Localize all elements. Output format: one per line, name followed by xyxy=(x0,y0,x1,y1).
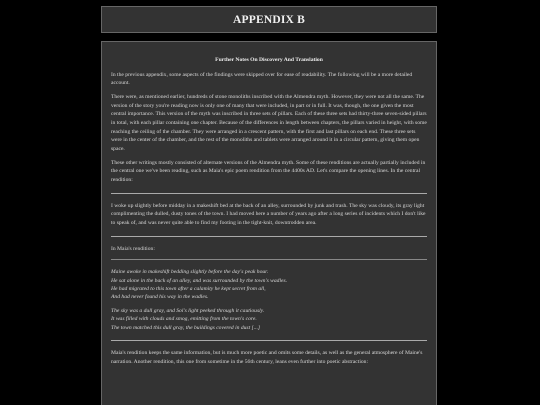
divider xyxy=(111,236,427,237)
poem-stanza-2 xyxy=(111,307,427,332)
closing-paragraph: Maia's rendition keeps the same information, but is much more poetic and omits some details, as well as the general atmosphere of Maine's narration. Another rendition, this one from sometime in the 56th century, leans even further into poetic abstraction: xyxy=(111,349,423,365)
poem-line: He had migrated to this town after a calamity he kept secret from all, xyxy=(111,285,266,292)
divider xyxy=(111,340,427,341)
appendix-header xyxy=(101,6,437,33)
poem-line: The sky was a dull gray, and Sol's light peeked through it cautiously. xyxy=(111,307,265,314)
poem-line: The town matched this dull gray, the buildings covered in dust [...] xyxy=(111,324,261,331)
monoliths-paragraph: There were, as mentioned earlier, hundreds of stone monoliths inscribed with the Almendra myth. However, they were not all the same. The version of the story you're reading now is only one of many that were included, in part or in full. It was, though, the one given the most central importance. This version of the myth was inscribed in three sets of pillars. Each of these three sets had thirty-three seven-sided pillars in total, with each pillar containing one chapter. Because of the differences in length between chapters, the pillars varied in height, with some reaching the ceiling of the chamber. They were arranged in a crescent pattern, with the first and last pillars on each end. These three sets were in the center of the chamber, and the rest of the monoliths and tablets were arranged around it in a circular pattern, giving them open space. xyxy=(111,93,427,152)
renditions-paragraph: These other writings mostly consisted of alternate versions of the Almendra myth. Some of these renditions are actually partially included in the central one we've been reading, such as Maia's epic poem rendition from the 4400s AD. Let's compare the opening lines. In the central rendition: xyxy=(111,159,426,183)
intro-paragraph: In the previous appendix, some aspects of the findings were skipped over for ease of readability. The following will be a more detailed account. xyxy=(111,71,413,87)
maia-intro: In Maia's rendition: xyxy=(111,245,155,252)
poem-line: He sat alone in the back of an alley, and was surrounded by the town's wadles. xyxy=(111,277,288,284)
poem-stanza-1 xyxy=(111,268,427,302)
content-panel xyxy=(101,41,437,405)
poem-line: And had never found his way in the wadles. xyxy=(111,294,209,301)
section-title: Further Notes On Discovery And Translation xyxy=(215,57,323,63)
divider xyxy=(111,259,427,260)
central-excerpt: I woke up slightly before midday in a makeshift bed at the back of an alley, surrounded by junk and trash. The sky was cloudy, its gray light complimenting the dulled, dusty tones of the town. I had moved here a number of years ago after a long series of incidents which I don't like to speak of, and was never quite able to find my footing in the tight-knit, downtrodden area. xyxy=(111,202,426,226)
page-title: APPENDIX B xyxy=(233,13,305,26)
divider xyxy=(111,193,427,194)
poem-line: Maine awoke in makeshift bedding slightly before the day's peak hour. xyxy=(111,269,269,276)
poem-line: It was filled with clouds and smog, emitting from the town's core. xyxy=(111,316,257,323)
